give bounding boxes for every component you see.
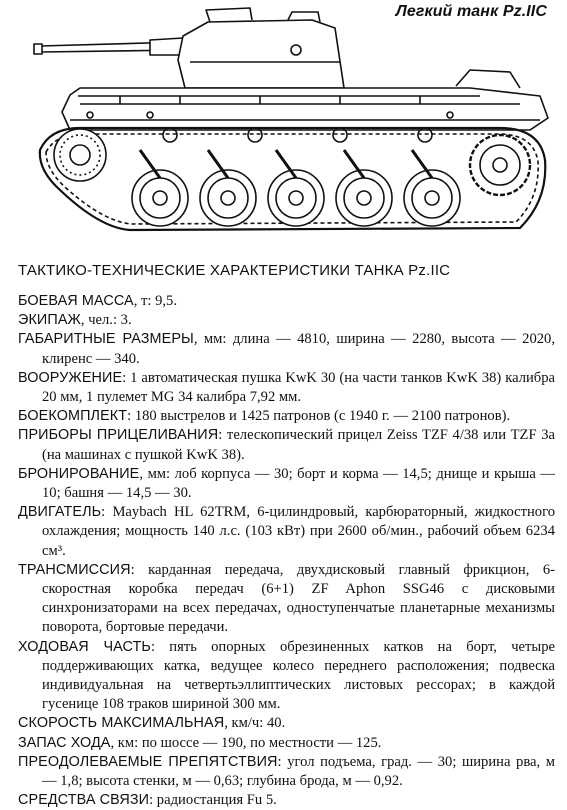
spec-value: , чел.: 3.: [80, 312, 132, 329]
turret: [178, 20, 344, 88]
spec-item-range: [18, 734, 555, 753]
specs-list: [18, 292, 555, 810]
spec-key: СКОРОСТЬ МАКСИМАЛЬНАЯ: [18, 715, 225, 732]
spec-key: СРЕДСТВА СВЯЗИ: [18, 792, 150, 809]
spec-item-armament: [18, 369, 555, 407]
spec-key: ПРИБОРЫ ПРИЦЕЛИВАНИЯ: [18, 427, 219, 444]
spec-key: ПРЕОДОЛЕВАЕМЫЕ ПРЕПЯТСТВИЯ: [18, 753, 278, 770]
road-wheels: [132, 170, 460, 226]
spec-value: : угол подъема, град. — 30; ширина рва, м — 1,8; высота стенки, м — 0,63; глубина брода, м — 0,92.: [42, 753, 555, 790]
spec-item-dimensions: [18, 330, 555, 368]
spec-item-communications: [18, 791, 555, 810]
spec-value: : телескопический прицел Zeiss TZF 4/38 или TZF 3a (на машинах с пушкой KwK 38).: [42, 427, 555, 463]
spec-key: ЭКИПАЖ: [18, 312, 81, 329]
spec-item-crew: [18, 311, 555, 330]
spec-key: ВООРУЖЕНИЕ: [18, 369, 123, 386]
spec-key: ТРАНСМИССИЯ: [18, 561, 131, 578]
spec-item-transmission: [18, 561, 555, 638]
spec-value: , т: 9,5.: [133, 293, 178, 309]
spec-item-obstacles: [18, 753, 555, 791]
spec-value: : 1 автоматическая пушка KwK 30 (на части танков KwK 38) калибра 20 мм, 1 пулемет MG 34 калибра 7,92 мм.: [42, 369, 555, 406]
spec-key: БОЕКОМПЛЕКТ: [18, 408, 128, 425]
spec-item-engine: [18, 503, 555, 561]
spec-value: , км: по шоссе — 190, по местности — 125.: [110, 734, 382, 751]
spec-item-running-gear: [18, 638, 555, 715]
page-title: Легкий танк Pz.IIC: [395, 3, 547, 20]
spec-value: : радиостанция Fu 5.: [149, 792, 277, 809]
spec-value: : Maybach HL 62TRM, 6-цилиндровый, карбюраторный, жидкостного охлаждения; мощность 140 л.с. (103 кВт) при 2600 об/мин., рабочий объем 6234 см³.: [42, 504, 555, 559]
spec-key: ХОДОВАЯ ЧАСТЬ: [18, 638, 151, 655]
spec-item-combat-weight: [18, 292, 555, 311]
spec-item-armor: [18, 465, 555, 503]
spec-item-ammunition: [18, 407, 555, 426]
drive-sprocket: [470, 135, 530, 195]
spec-key: БРОНИРОВАНИЕ: [18, 465, 140, 482]
tank-side-view-drawing: [0, 0, 567, 255]
spec-key: БОЕВАЯ МАССА: [18, 293, 134, 309]
spec-value: , км/ч: 40.: [224, 715, 286, 732]
spec-item-max-speed: [18, 714, 555, 733]
spec-value: : пять опорных обрезиненных катков на борт, четыре поддерживающих катка, ведущее колесо переднего расположения; подвеска индивидуальная на четвертьэллиптических листовых рессорах; в каждой гусенице 108 траков шириной 300 мм.: [42, 638, 555, 713]
spec-key: ЗАПАС ХОДА: [18, 734, 111, 751]
spec-key: ГАБАРИТНЫЕ РАЗМЕРЫ: [18, 331, 194, 348]
spec-value: : карданная передача, двухдисковый главный фрикцион, 6-скоростная коробка передач (6+1) ZF Aphon SSG46 с дисковыми синхронизаторами на всех передачах, одноступенчатые планетарные механизмы поворота, бортовые передачи.: [42, 561, 555, 636]
spec-item-sights: [18, 426, 555, 464]
spec-value: , мм: длина — 4810, ширина — 2280, высота — 2020, клиренс — 340.: [42, 331, 555, 367]
gun-muzzle: [34, 44, 42, 54]
spec-value: : 180 выстрелов и 1425 патронов (с 1940 г. — 2100 патронов).: [127, 408, 511, 425]
idler-wheel: [54, 129, 106, 181]
specs-section-title: ТАКТИКО-ТЕХНИЧЕСКИЕ ХАРАКТЕРИСТИКИ ТАНКА Pz.IIC: [18, 262, 451, 279]
spec-value: , мм: лоб корпуса — 30; борт и корма — 14,5; днище и крыша — 10; башня — 14,5 — 30.: [42, 465, 555, 502]
spec-key: ДВИГАТЕЛЬ: [18, 504, 102, 521]
hull: [62, 88, 548, 130]
